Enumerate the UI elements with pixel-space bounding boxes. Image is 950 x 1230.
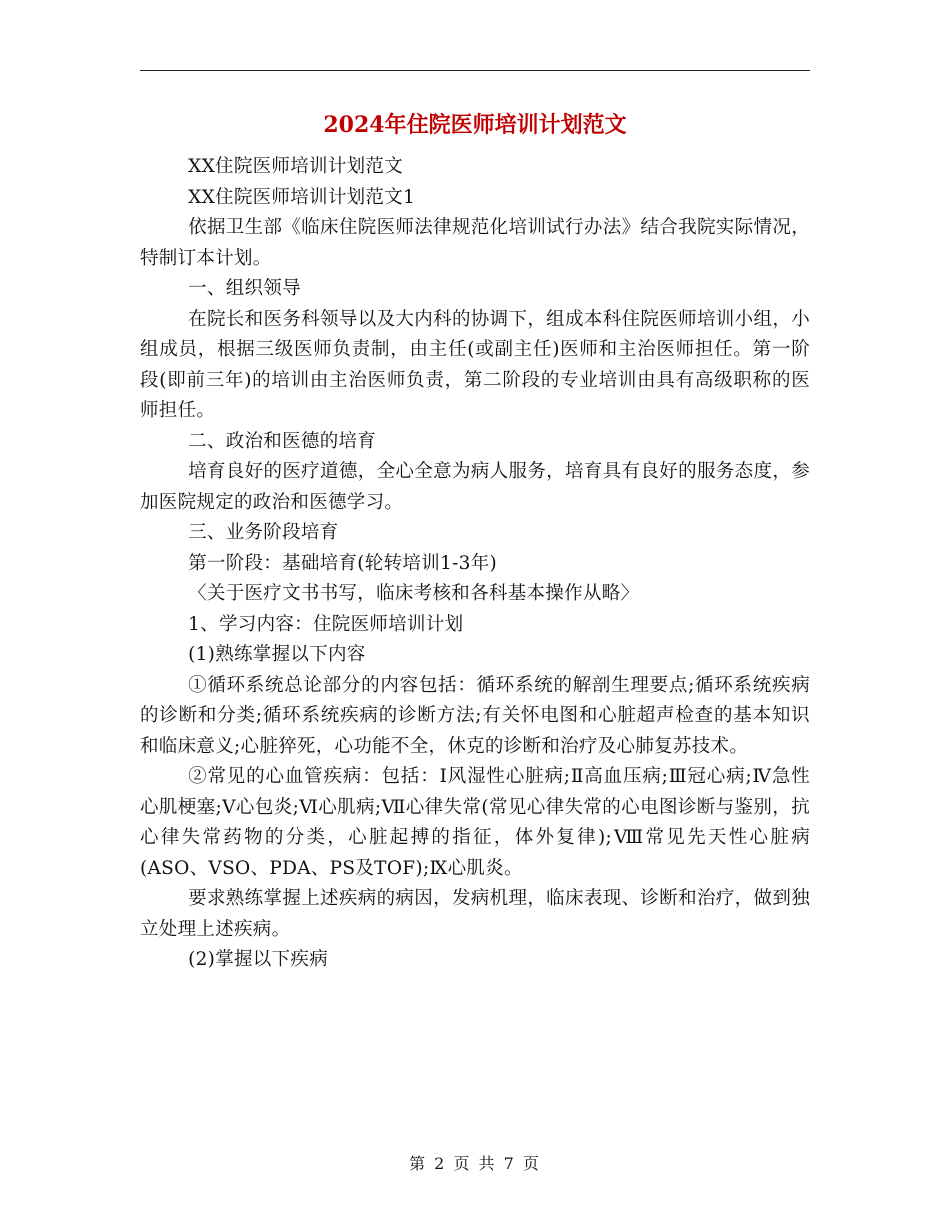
paragraph: 〈关于医疗文书书写，临床考核和各科基本操作从略〉 [188, 583, 640, 604]
paragraph: 依据卫生部《临床住院医师法律规范化培训试行办法》结合我院实际情况，特制订本计划。 [140, 217, 810, 269]
document-body [140, 152, 810, 976]
section-heading: 一、组织领导 [188, 278, 301, 299]
document-title: 2024年住院医师培训计划范文 [323, 112, 627, 138]
header-rule [140, 70, 810, 71]
paragraph: 1、学习内容：住院医师培训计划 [188, 613, 464, 635]
page-footer: 第 2 页 共 7 页 [409, 1154, 541, 1173]
paragraph: (2)掌握以下疾病 [188, 949, 328, 970]
paragraph: (1)熟练掌握以下内容 [188, 644, 366, 665]
paragraph: ①循环系统总论部分的内容包括：循环系统的解剖生理要点;循环系统疾病的诊断和分类;循环系统疾病的诊断方法;有关怀电图和心脏超声检查的基本知识和临床意义;心脏猝死，心功能不全，休克的诊断和治疗及心肺复苏技术。 [140, 674, 810, 757]
paragraph: ②常见的心血管疾病：包括：Ⅰ风湿性心脏病;Ⅱ高血压病;Ⅲ冠心病;Ⅳ急性心肌梗塞;Ⅴ心包炎;Ⅵ心肌病;Ⅶ心律失常(常见心律失常的心电图诊断与鉴别，抗心律失常药物的分类，心脏起搏的指征，体外复律);Ⅷ常见先天性心脏病(ASO、VSO、PDA、PS及TOF);Ⅸ心肌炎。 [140, 766, 810, 879]
paragraph: 要求熟练掌握上述疾病的病因，发病机理，临床表现、诊断和治疗，做到独立处理上述疾病。 [140, 888, 810, 940]
paragraph: 培育良好的医疗道德，全心全意为病人服务，培育具有良好的服务态度，参加医院规定的政治和医德学习。 [140, 461, 810, 513]
section-heading: 二、政治和医德的培育 [188, 430, 377, 452]
section-heading: 三、业务阶段培育 [188, 522, 339, 543]
paragraph: 第一阶段：基础培育(轮转培训1-3年) [188, 552, 498, 574]
paragraph: 在院长和医务科领导以及大内科的协调下，组成本科住院医师培训小组，小组成员，根据三级医师负责制，由主任(或副主任)医师和主治医师担任。第一阶段(即前三年)的培训由主治医师负责，第二阶段的专业培训由具有高级职称的医师担任。 [140, 308, 810, 421]
paragraph: XX住院医师培训计划范文 [188, 156, 404, 177]
paragraph: XX住院医师培训计划范文1 [188, 186, 416, 208]
